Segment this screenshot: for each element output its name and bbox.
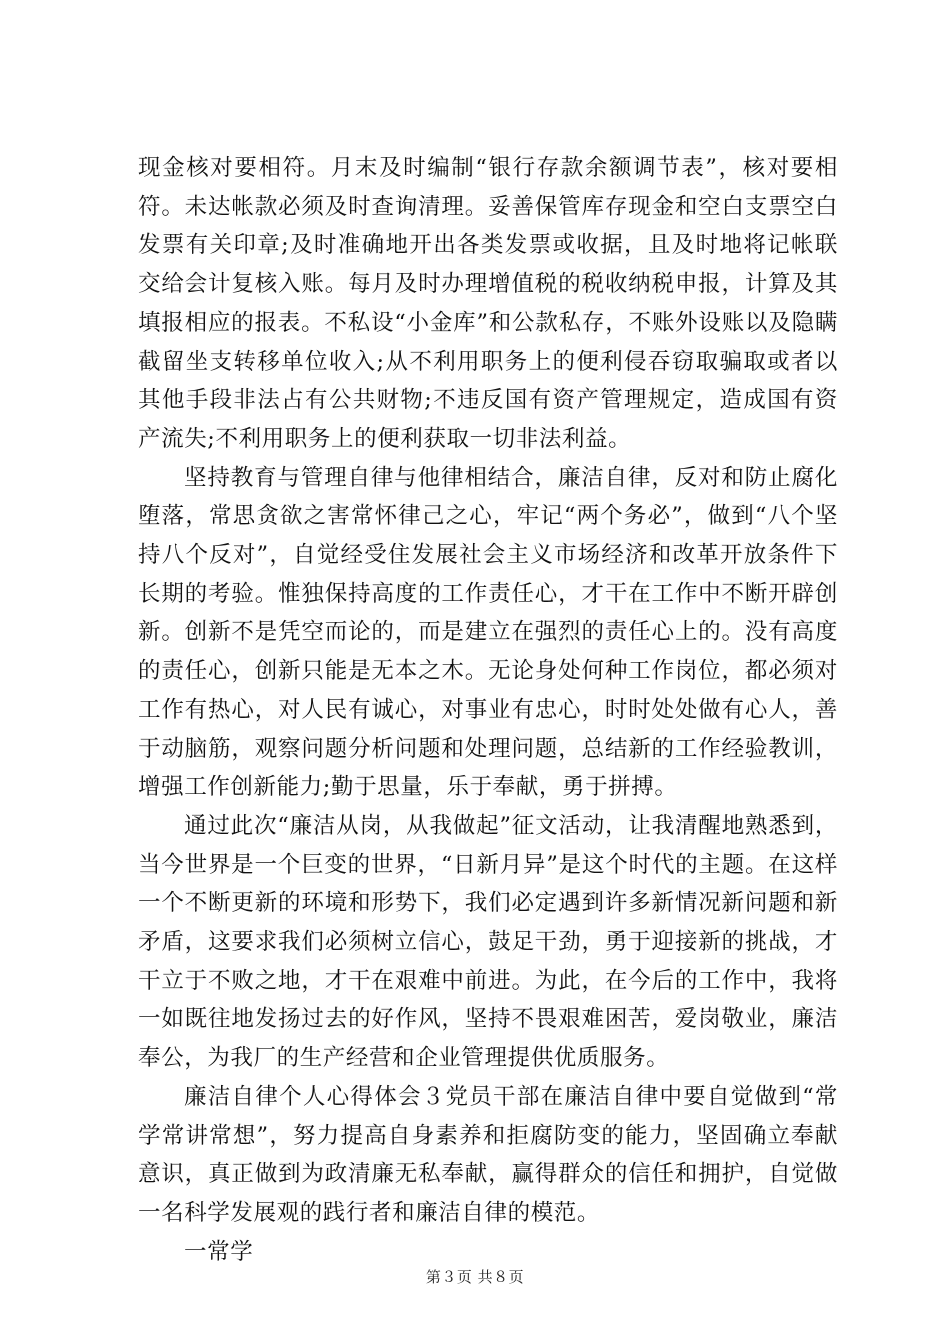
section-heading: 一常学: [184, 1238, 254, 1265]
paragraph-3: 通过此次“廉洁从岗，从我做起”征文活动，让我清醒地熟悉到，当今世界是一个巨变的世界，“日新月异”是这个时代的主题。在这样一个不断更新的环境和形势下，我们必定遇到许多新情况新问题和新矛盾，这要求我们必须树立信心，鼓足干劲，勇于迎接新的挑战，才干立于不败之地，才干在艰难中前进。为此，在今后的工作中，我将一如既往地发扬过去的好作风，坚持不畏艰难困苦，爱岗敬业，廉洁奉公，为我厂的生产经营和企业管理提供优质服务。: [138, 812, 838, 1072]
page-footer: 第３页 共８页: [425, 1268, 525, 1286]
paragraph-4: 廉洁自律个人心得体会３党员干部在廉洁自律中要自觉做到“常学常讲常想”，努力提高自身素养和拒腐防变的能力，坚固确立奉献意识，真正做到为政清廉无私奉献，赢得群众的信任和拥护，自觉做一名科学发展观的践行者和廉洁自律的模范。: [138, 1083, 838, 1226]
paragraph-1: 现金核对要相符。月末及时编制“银行存款余额调节表”，核对要相符。未达帐款必须及时查询清理。妥善保管库存现金和空白支票空白发票有关印章;及时准确地开出各类发票或收据，且及时地将记帐联交给会计复核入账。每月及时办理增值税的税收纳税申报，计算及其填报相应的报表。不私设“小金库”和公款私存，不账外设账以及隐瞒截留坐支转移单位收入;从不利用职务上的便利侵吞窃取骗取或者以其他手段非法占有公共财物;不违反国有资产管理规定，造成国有资产流失;不利用职务上的便利获取一切非法利益。: [138, 155, 838, 452]
document-body: [138, 149, 838, 1271]
paragraph-2: 坚持教育与管理自律与他律相结合，廉洁自律，反对和防止腐化堕落，常思贪欲之害常怀律己之心，牢记“两个务必”，做到“八个坚持八个反对”，自觉经受住发展社会主义市场经济和改革开放条件下长期的考验。惟独保持高度的工作责任心，才干在工作中不断开辟创新。创新不是凭空而论的，而是建立在强烈的责任心上的。没有高度的责任心，创新只能是无本之木。无论身处何种工作岗位，都必须对工作有热心，对人民有诚心，对事业有忠心，时时处处做有心人，善于动脑筋，观察问题分析问题和处理问题，总结新的工作经验教训，增强工作创新能力;勤于思量，乐于奉献，勇于拼搏。: [138, 464, 838, 801]
